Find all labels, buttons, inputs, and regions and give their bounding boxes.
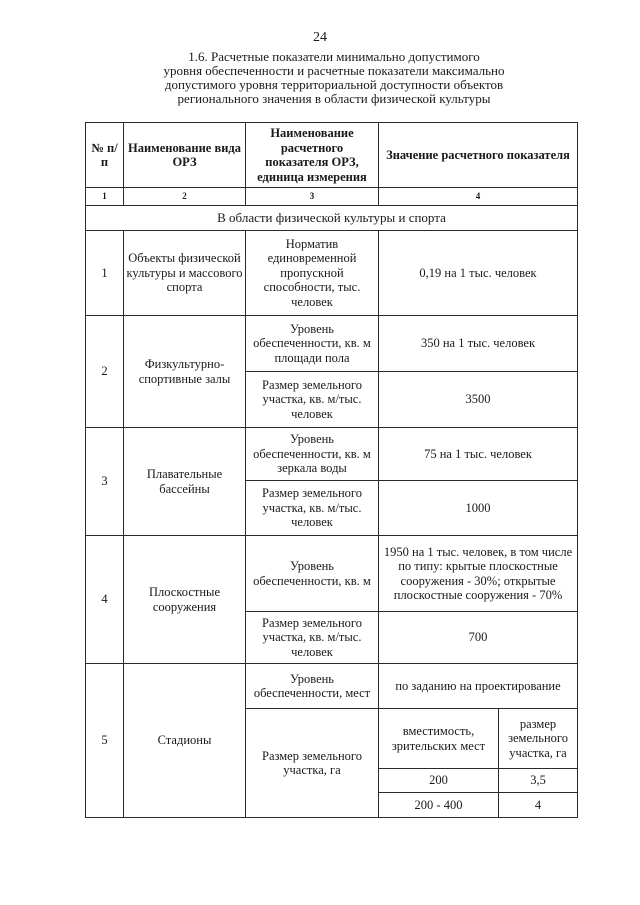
area-value: 4 bbox=[499, 793, 578, 818]
header-name: Наименование вида ОРЗ bbox=[124, 123, 246, 188]
sub-header-capacity: вместимость, зрительских мест bbox=[379, 709, 499, 769]
column-number: 1 bbox=[86, 188, 124, 206]
indicator-value: 1000 bbox=[379, 481, 578, 536]
table-header-row bbox=[86, 123, 578, 188]
column-number-row bbox=[86, 188, 578, 206]
row-num: 4 bbox=[86, 536, 124, 664]
header-indicator: Наименование расчетного показателя ОРЗ, единица измерения bbox=[246, 123, 379, 188]
indicator-value: 0,19 на 1 тыс. человек bbox=[379, 231, 578, 316]
section-row bbox=[86, 206, 578, 231]
indicator-value: 700 bbox=[379, 612, 578, 664]
title-line: допустимого уровня территориальной доступности объектов bbox=[164, 77, 504, 92]
area-value: 3,5 bbox=[499, 769, 578, 793]
indicator-label: Размер земельного участка, кв. м/тыс. человек bbox=[246, 612, 379, 664]
title-line: регионального значения в области физической культуры bbox=[177, 91, 491, 106]
indicator-label: Уровень обеспеченности, кв. м зеркала воды bbox=[246, 428, 379, 481]
table-row bbox=[86, 428, 578, 481]
table-row bbox=[86, 316, 578, 372]
table-row bbox=[86, 664, 578, 709]
indicator-label: Уровень обеспеченности, мест bbox=[246, 664, 379, 709]
indicator-value: 1950 на 1 тыс. человек, в том числе по типу: крытые плоскостные сооружения - 30%; открытые плоскостные сооружения - 70% bbox=[379, 536, 578, 612]
table-row bbox=[86, 536, 578, 612]
document-title bbox=[160, 50, 508, 106]
header-num: № п/п bbox=[86, 123, 124, 188]
row-num: 3 bbox=[86, 428, 124, 536]
indicator-value: 75 на 1 тыс. человек bbox=[379, 428, 578, 481]
object-name: Физкультурно-спортивные залы bbox=[124, 316, 246, 428]
indicator-label: Норматив единовременной пропускной способности, тыс. человек bbox=[246, 231, 379, 316]
indicator-label: Размер земельного участка, кв. м/тыс. человек bbox=[246, 372, 379, 428]
indicator-label: Размер земельного участка, кв. м/тыс. человек bbox=[246, 481, 379, 536]
title-line: уровня обеспеченности и расчетные показатели максимально bbox=[163, 63, 505, 78]
row-num: 2 bbox=[86, 316, 124, 428]
sub-header-area: размер земельного участка, га bbox=[499, 709, 578, 769]
row-num: 5 bbox=[86, 664, 124, 818]
indicator-value: 3500 bbox=[379, 372, 578, 428]
indicator-label: Уровень обеспеченности, кв. м bbox=[246, 536, 379, 612]
column-number: 4 bbox=[379, 188, 578, 206]
indicator-value: 350 на 1 тыс. человек bbox=[379, 316, 578, 372]
header-value: Значение расчетного показателя bbox=[379, 123, 578, 188]
norms-table bbox=[85, 122, 578, 818]
table-row bbox=[86, 231, 578, 316]
column-number: 2 bbox=[124, 188, 246, 206]
page-number: 24 bbox=[313, 30, 327, 45]
indicator-label: Уровень обеспеченности, кв. м площади пола bbox=[246, 316, 379, 372]
object-name: Плавательные бассейны bbox=[124, 428, 246, 536]
title-line: 1.6. Расчетные показатели минимально допустимого bbox=[188, 49, 480, 64]
capacity-value: 200 - 400 bbox=[379, 793, 499, 818]
object-name: Стадионы bbox=[124, 664, 246, 818]
column-number: 3 bbox=[246, 188, 379, 206]
indicator-label: Размер земельного участка, га bbox=[246, 709, 379, 818]
section-title: В области физической культуры и спорта bbox=[86, 206, 578, 231]
object-name: Объекты физической культуры и массового спорта bbox=[124, 231, 246, 316]
object-name: Плоскостные сооружения bbox=[124, 536, 246, 664]
capacity-value: 200 bbox=[379, 769, 499, 793]
row-num: 1 bbox=[86, 231, 124, 316]
indicator-value: по заданию на проектирование bbox=[379, 664, 578, 709]
